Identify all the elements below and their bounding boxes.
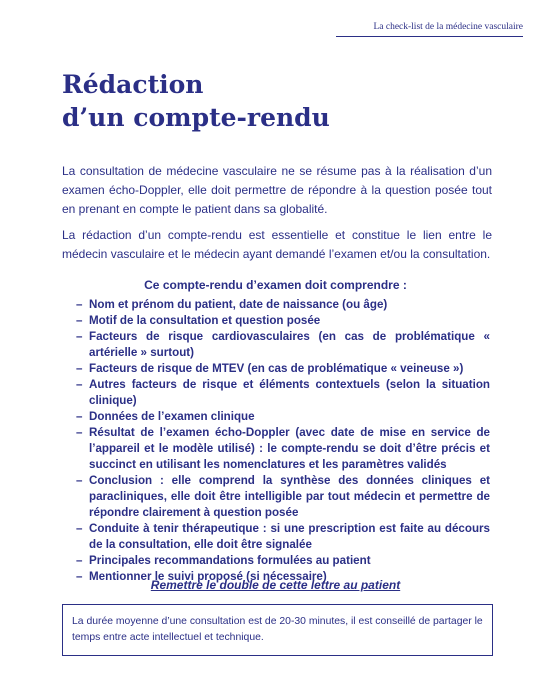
patient-copy-note: Remettre le double de cette lettre au patient <box>150 578 401 592</box>
checklist-item: – Résultat de l’examen écho-Doppler (avec date de mise en service de l’appareil et le modèle utilisé) : le compte-rendu se doit d’être précis et succinct en utilisant les nomenclatures et les paramètres validés <box>76 425 490 473</box>
checklist-heading: Ce compte-rendu d’examen doit comprendre : <box>144 278 407 292</box>
report-role-paragraph: La rédaction d’un compte-rendu est essentielle et constitue le lien entre le médecin vasculaire et le médecin ayant demandé l’examen et/ou la consultation. <box>62 228 492 261</box>
checklist-item: – Conclusion : elle comprend la synthèse des données cliniques et paracliniques, elle doit être intelligible par tout médecin et permettre de répondre clairement à question posée <box>76 473 490 521</box>
page-title-line-2: d’un compte-rendu <box>62 103 330 132</box>
checklist-item: – Facteurs de risque de MTEV (en cas de problématique « veineuse ») <box>76 361 490 377</box>
checklist-item: – Mentionner le suivi proposé (si nécessaire) <box>76 569 490 585</box>
running-head: La check-list de la médecine vasculaire <box>373 22 523 32</box>
header-rule <box>336 36 523 37</box>
checklist <box>76 297 490 585</box>
consultation-duration-box: La durée moyenne d’une consultation est de 20-30 minutes, il est conseillé de partager le temps entre acte intellectuel et technique. <box>62 604 493 656</box>
page-title-line-1: Rédaction <box>62 70 204 99</box>
checklist-item: – Nom et prénom du patient, date de naissance (ou âge) <box>76 297 490 313</box>
intro-paragraph: La consultation de médecine vasculaire ne se résume pas à la réalisation d’un examen écho-Doppler, elle doit permettre de répondre à la question posée tout en prenant en compte le patient dans sa globalité. <box>62 164 492 216</box>
page-title <box>62 68 330 134</box>
checklist-item: – Principales recommandations formulées au patient <box>76 553 490 569</box>
checklist-item: – Autres facteurs de risque et éléments contextuels (selon la situation clinique) <box>76 377 490 409</box>
checklist-item: – Données de l’examen clinique <box>76 409 490 425</box>
checklist-item: – Conduite à tenir thérapeutique : si une prescription est faite au décours de la consultation, elle doit être signalée <box>76 521 490 553</box>
checklist-item: – Facteurs de risque cardiovasculaires (en cas de problématique « artérielle » surtout) <box>76 329 490 361</box>
checklist-item: – Motif de la consultation et question posée <box>76 313 490 329</box>
